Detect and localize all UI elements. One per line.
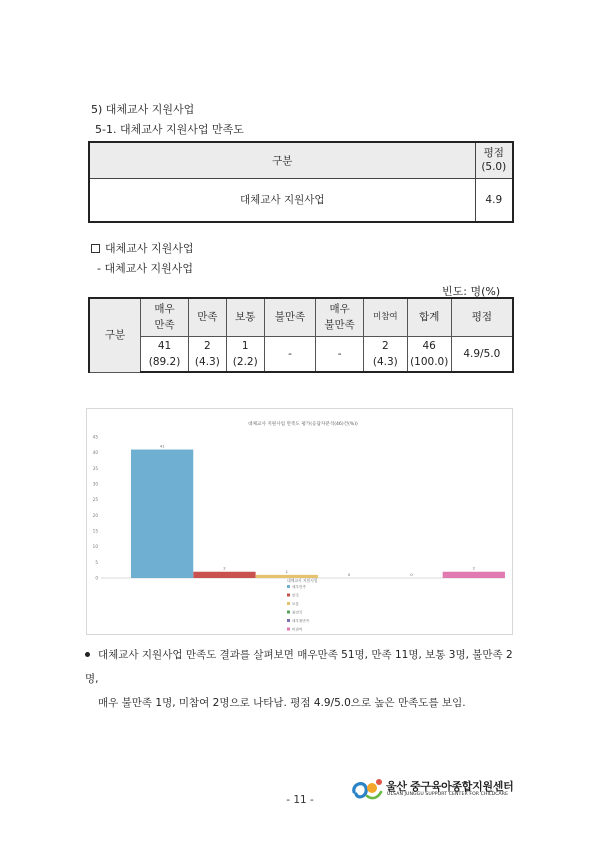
table2-cell (316, 336, 364, 372)
y-tick-label: 10 (92, 544, 98, 550)
legend-swatch-0 (287, 585, 290, 588)
y-tick-label: 25 (92, 497, 98, 503)
bar-5 (443, 572, 505, 578)
y-tick-label: 35 (92, 465, 98, 471)
col-line1: 불만족 (274, 311, 306, 324)
satisfaction-summary-table (88, 141, 514, 223)
summary-line1 (85, 643, 515, 691)
dash-heading: - 대체교사 지원사업 (97, 262, 193, 275)
cell-count: 1 (241, 339, 249, 352)
bar-value-label: 41 (159, 443, 165, 449)
bar-1 (193, 572, 255, 578)
y-tick-label: 0 (95, 575, 98, 581)
legend-swatch-3 (287, 611, 290, 614)
table2-col-very-satisfied (141, 298, 189, 336)
legend-label-4: 매우불만족 (292, 619, 310, 623)
legend-swatch-1 (287, 594, 290, 597)
cell-count: - (337, 347, 342, 360)
checkbox-heading (91, 240, 194, 256)
col-line1: 매우 (154, 303, 175, 316)
cell-count: 41 (157, 339, 172, 352)
bullet-icon (85, 652, 90, 657)
bar-value-label: 0 (410, 572, 413, 577)
table2-col-not-participated (363, 298, 407, 336)
chart-title: 대체교사 지원사업 만족도 평가(응답자분석(46)건(%)) (248, 422, 358, 427)
col-line1: 미참여 (372, 312, 398, 323)
col-line1: 평점 (471, 311, 492, 324)
section-title: 5) 대체교사 지원사업 (91, 103, 195, 116)
summary-paragraph (85, 643, 515, 715)
page-number: - 11 - (286, 794, 314, 806)
table1-header-category: 구분 (89, 142, 475, 178)
table2-cell (188, 336, 226, 372)
cell-count: - (288, 347, 292, 360)
cell-count: 2 (204, 339, 211, 352)
table2-header-row (89, 298, 513, 336)
col-line1: 만족 (197, 311, 218, 324)
cell-percent: (100.0) (410, 355, 449, 368)
table1-header-rating-line1: 평점 (483, 147, 504, 160)
bar-value-label: 2 (472, 565, 476, 571)
table2-col-rating (451, 298, 513, 336)
table1-row-label: 대체교사 지원사업 (89, 178, 475, 222)
cell-rating: 4.9/5.0 (463, 347, 501, 360)
col-line1: 보통 (235, 311, 256, 324)
legend-label-5: 미참여 (292, 627, 303, 632)
table2-cell (226, 336, 264, 372)
table2-col-neutral (226, 298, 264, 336)
legend-label-2: 보통 (292, 602, 299, 606)
table2-col-total (407, 298, 451, 336)
table1-row-value: 4.9 (475, 178, 513, 222)
cell-percent: (2.2) (232, 355, 258, 368)
legend-label-1: 만족 (292, 593, 299, 598)
legend-swatch-4 (287, 619, 290, 622)
bar-value-label: 0 (347, 572, 351, 577)
center-logo-subtitle: ULSAN JUNGGU SUPPORT CENTER FOR CHILDCARE (387, 792, 509, 797)
table2-row-header: 구분 (89, 298, 141, 372)
cell-percent: (4.3) (372, 355, 398, 368)
satisfaction-frequency-table (88, 297, 514, 373)
table1-header-rating (475, 142, 513, 178)
table1-header-row (89, 142, 513, 178)
table2-cell (264, 336, 316, 372)
col-line2: 불만족 (324, 319, 355, 332)
cell-percent: (89.2) (148, 355, 181, 368)
y-tick-label: 20 (92, 512, 98, 518)
table2-cell (141, 336, 189, 372)
col-line2: 만족 (154, 319, 175, 332)
table2-cell (451, 336, 513, 372)
summary-line2: 매우 불만족 1명, 미참여 2명으로 나타남. 평점 4.9/5.0으로 높은 만족도를 보임. (98, 697, 466, 709)
cell-count: 46 (422, 339, 436, 352)
legend-label-3: 불만족 (292, 610, 303, 615)
y-tick-label: 40 (92, 450, 98, 456)
table2-col-very-dissatisfied (316, 298, 364, 336)
cell-count: 2 (381, 339, 389, 352)
legend-title: 대체교사 지원사업 (287, 578, 318, 583)
table2-cell (407, 336, 451, 372)
col-line1: 매우 (329, 303, 350, 316)
cell-percent: (4.3) (194, 355, 220, 368)
table2-col-dissatisfied (264, 298, 316, 336)
y-tick-label: 5 (95, 559, 98, 565)
bar-0 (131, 450, 193, 578)
bar-chart (86, 408, 513, 635)
table1-row (89, 178, 513, 222)
checkbox-icon (91, 244, 100, 253)
y-tick-label: 15 (92, 528, 98, 534)
subsection-title: 5-1. 대체교사 지원사업 만족도 (95, 123, 244, 136)
legend-swatch-2 (287, 602, 290, 605)
table1-header-rating-line2: (5.0) (481, 161, 507, 174)
summary-line1-text: 대체교사 지원사업 만족도 결과를 살펴보면 매우만족 51명, 만족 11명, 보통 3명, 불만족 2명, (85, 649, 513, 685)
legend-label-0: 매우만족 (292, 585, 306, 589)
y-tick-label: 45 (92, 434, 98, 440)
bar-chart-svg (87, 409, 514, 636)
bar-value-label: 2 (223, 565, 226, 571)
y-tick-label: 30 (92, 481, 98, 487)
unit-label: 빈도: 명(%) (442, 285, 501, 298)
checkbox-heading-text: 대체교사 지원사업 (105, 242, 194, 255)
legend-swatch-5 (287, 628, 290, 631)
table2-cell (363, 336, 407, 372)
bar-value-label: 1 (285, 568, 289, 574)
table2-data-row (89, 336, 513, 372)
center-logo-name: 울산 중구육아종합지원센터 (386, 780, 514, 793)
table2-col-satisfied (188, 298, 226, 336)
col-line1: 합계 (419, 311, 440, 324)
